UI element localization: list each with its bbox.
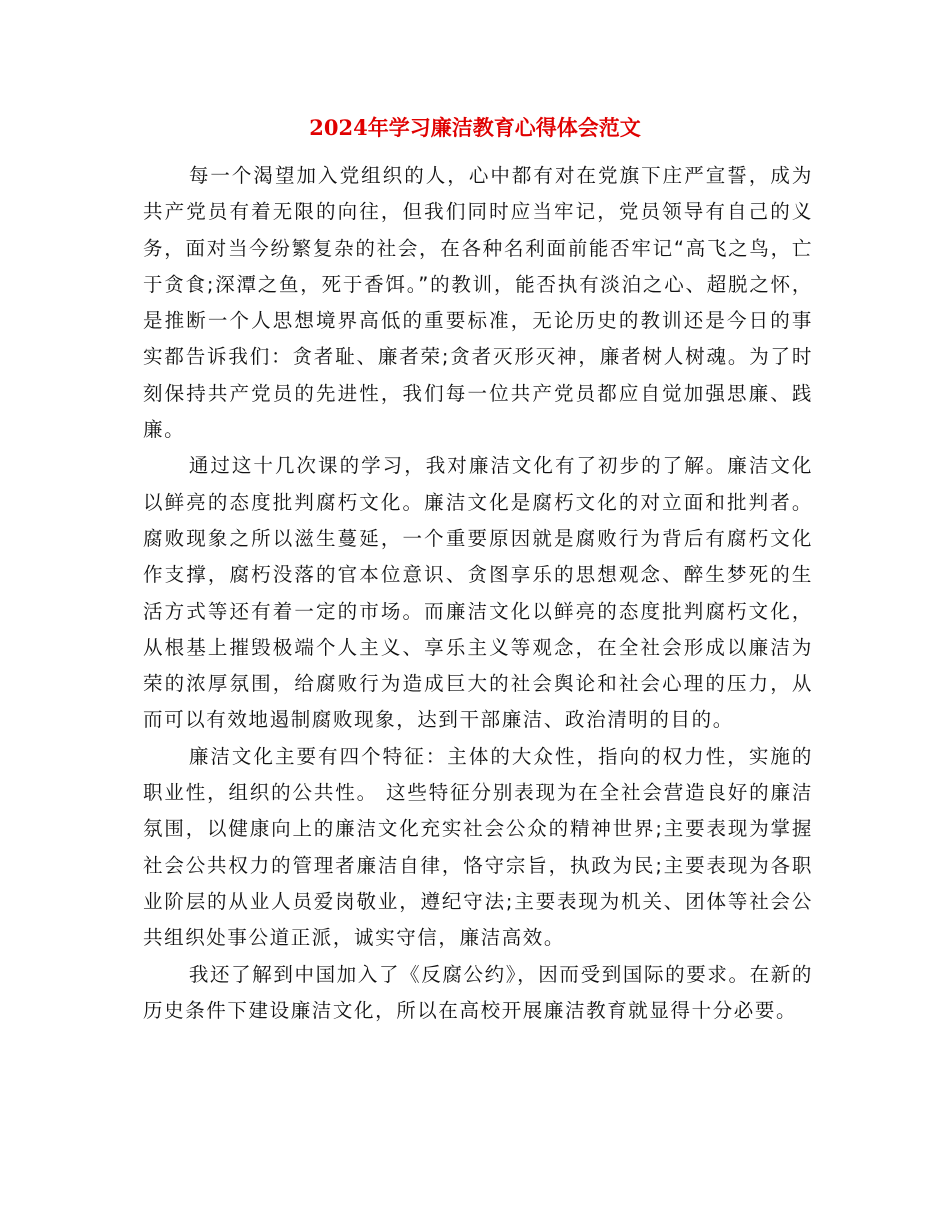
document-body: [143, 158, 813, 1029]
paragraph-3: 廉洁文化主要有四个特征：主体的大众性，指向的权力性，实施的职业性，组织的公共性。 这些特征分别表现为在全社会营造良好的廉洁氛围，以健康向上的廉洁文化充实社会公众的精神世界;主要表现为掌握社会公共权力的管理者廉洁自律，恪守宗旨，执政为民;主要表现为各职业阶层的从业人员爱岗敬业，遵纪守法;主要表现为机关、团体等社会公共组织处事公道正派，诚实守信，廉洁高效。: [143, 744, 813, 950]
document-title: 2024年学习廉洁教育心得体会范文: [309, 115, 641, 140]
paragraph-2: 通过这十几次课的学习，我对廉洁文化有了初步的了解。廉洁文化以鲜亮的态度批判腐朽文化。廉洁文化是腐朽文化的对立面和批判者。腐败现象之所以滋生蔓延，一个重要原因就是腐败行为背后有腐朽文化作支撑，腐朽没落的官本位意识、贪图享乐的思想观念、醉生梦死的生活方式等还有着一定的市场。而廉洁文化以鲜亮的态度批判腐朽文化，从根基上摧毁极端个人主义、享乐主义等观念，在全社会形成以廉洁为荣的浓厚氛围，给腐败行为造成巨大的社会舆论和社会心理的压力，从而可以有效地遏制腐败现象，达到干部廉洁、政治清明的目的。: [143, 454, 813, 732]
paragraph-4: 我还了解到中国加入了《反腐公约》，因而受到国际的要求。在新的历史条件下建设廉洁文化，所以在高校开展廉洁教育就显得十分必要。: [143, 962, 813, 1022]
paragraph-1: 每一个渴望加入党组织的人，心中都有对在党旗下庄严宣誓，成为共产党员有着无限的向往，但我们同时应当牢记，党员领导有自己的义务，面对当今纷繁复杂的社会，在各种名利面前能否牢记“高飞之鸟，亡于贪食;深潭之鱼，死于香饵。”的教训，能否执有淡泊之心、超脱之怀，是推断一个人思想境界高低的重要标准，无论历史的教训还是今日的事实都告诉我们：贪者耻、廉者荣;贪者灭形灭神，廉者树人树魂。为了时刻保持共产党员的先进性，我们每一位共产党员都应自觉加强思廉、践廉。: [143, 164, 813, 442]
